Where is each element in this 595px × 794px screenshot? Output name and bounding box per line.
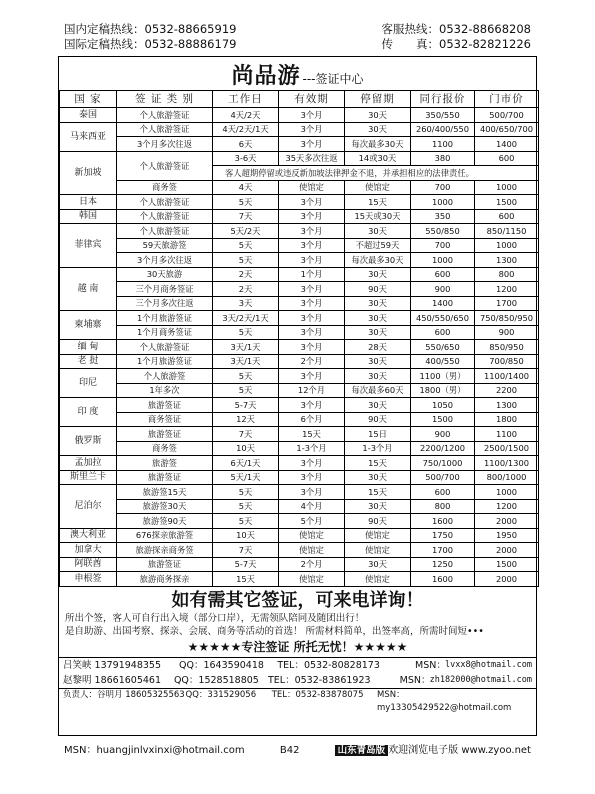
intl-hotline: 国际定稿热线：0532-88886179 [64, 37, 237, 51]
manager-msn[interactable]: MSN：my13305429522@hotmail.com [377, 689, 512, 713]
table-cell: 30天 [345, 499, 411, 514]
table-cell: 1250 [411, 557, 475, 572]
table-body [60, 108, 539, 587]
table-cell: 550/850 [411, 224, 475, 239]
table-row [60, 499, 539, 514]
manager-name: 负责人：谷明月 18605325563 [63, 689, 185, 700]
table-cell: 700 [411, 238, 475, 253]
country-cell: 缅 甸 [60, 340, 117, 355]
table-cell: 旅游签证 [117, 398, 213, 413]
table-cell: 3个月 [279, 122, 345, 137]
table-cell: 旅游签 [117, 456, 213, 471]
country-cell: 越 南 [60, 267, 117, 311]
table-cell: 旅游签证 [117, 557, 213, 572]
column-header: 国 家 [60, 91, 117, 108]
table-row [60, 485, 539, 500]
table-row [60, 369, 539, 384]
table-cell: 30天 [345, 311, 411, 326]
table-cell: 1400 [475, 137, 539, 152]
country-cell: 尼泊尔 [60, 485, 117, 529]
table-row [60, 195, 539, 210]
manager-tel: TEL：0532-83878075 [271, 689, 364, 700]
table-cell: 5个月 [279, 514, 345, 529]
table-cell: 1个月旅游签证 [117, 354, 213, 369]
table-row [60, 122, 539, 137]
table-cell: 90天 [345, 514, 411, 529]
table-cell: 600 [475, 209, 539, 224]
contact-name: 赵黎明 18661605461 [63, 674, 162, 686]
table-cell: 1600 [411, 514, 475, 529]
table-cell: 700/850 [475, 354, 539, 369]
table-cell: 7天 [213, 209, 279, 224]
country-cell: 加拿大 [60, 543, 117, 558]
table-row [60, 528, 539, 543]
table-cell: 3天/1天 [213, 340, 279, 355]
table-cell: 800 [411, 499, 475, 514]
table-cell: 每次最多30天 [345, 253, 411, 268]
table-cell: 15天 [279, 427, 345, 442]
table-cell: 4个月 [279, 499, 345, 514]
promo-line-2: 是自助游、出国考察、探亲、会展、商务等活动的首选！ 所需材料简单，出签率高，所需时间短••• [65, 625, 484, 637]
table-cell: 600 [475, 151, 539, 166]
table-cell: 3个月 [279, 470, 345, 485]
table-cell: 2500/1500 [475, 441, 539, 456]
table-cell: 90天 [345, 412, 411, 427]
table-cell: 使馆定 [279, 572, 345, 587]
table-cell: 5天 [213, 325, 279, 340]
table-row [60, 543, 539, 558]
table-cell: 30天 [345, 398, 411, 413]
country-cell: 印 度 [60, 398, 117, 427]
table-cell: 260/400/550 [411, 122, 475, 137]
table-cell: 7天 [213, 543, 279, 558]
table-cell: 1200 [475, 282, 539, 297]
table-row [60, 441, 539, 456]
table-cell: 7天 [213, 427, 279, 442]
table-row [60, 427, 539, 442]
table-cell: 4天 [213, 180, 279, 195]
table-cell: 5天 [213, 195, 279, 210]
table-header-row [60, 91, 539, 108]
table-cell: 个人旅游签证 [117, 209, 213, 224]
table-cell: 900 [411, 282, 475, 297]
column-header: 同行报价 [411, 91, 475, 108]
table-cell: 3个月 [279, 369, 345, 384]
table-cell: 商务签 [117, 180, 213, 195]
table-cell: 550/650 [411, 340, 475, 355]
visa-price-table [59, 90, 539, 587]
table-cell: 4天/2天/1天 [213, 122, 279, 137]
table-cell: 400/550 [411, 354, 475, 369]
country-cell: 俄罗斯 [60, 427, 117, 456]
table-cell: 使馆定 [345, 543, 411, 558]
table-cell: 850/1150 [475, 224, 539, 239]
table-cell: 2天 [213, 282, 279, 297]
table-cell: 3个月 [279, 282, 345, 297]
table-cell: 个人旅游签证 [117, 122, 213, 137]
table-cell: 15天 [345, 485, 411, 500]
table-cell: 1年多次 [117, 383, 213, 398]
table-cell: 12天 [213, 412, 279, 427]
table-cell: 750/1000 [411, 456, 475, 471]
table-cell: 30天 [345, 354, 411, 369]
table-cell: 15日 [345, 427, 411, 442]
table-cell: 2200/1200 [411, 441, 475, 456]
table-cell: 2200 [475, 383, 539, 398]
table-cell: 15天 [213, 572, 279, 587]
top-hotlines [64, 22, 531, 52]
contact-msn[interactable]: lvxx8@hotmail.com [445, 659, 532, 670]
table-cell: 600 [411, 325, 475, 340]
table-cell: 1000 [411, 253, 475, 268]
table-cell: 使馆定 [345, 528, 411, 543]
table-cell: 2个月 [279, 557, 345, 572]
table-row [60, 514, 539, 529]
table-cell: 1500 [411, 412, 475, 427]
service-hotline: 客服热线：0532-88668208 [381, 22, 531, 36]
table-cell: 1100（男） [411, 369, 475, 384]
table-row [60, 325, 539, 340]
table-cell: 1000 [411, 195, 475, 210]
table-cell: 380 [411, 151, 475, 166]
page-number: B42 [279, 745, 300, 756]
table-cell: 3个月 [279, 325, 345, 340]
footer-welcome[interactable]: 欢迎浏览电子版 www.zyoo.net [388, 745, 531, 756]
table-cell: 90天 [345, 282, 411, 297]
table-cell: 600 [411, 267, 475, 282]
table-cell: 个人旅游签证 [117, 151, 213, 180]
contact-tel: TEL：0532-80828173 [277, 659, 380, 671]
table-cell: 1800（男） [411, 383, 475, 398]
table-cell: 不超过59天 [345, 238, 411, 253]
table-cell: 5-7天 [213, 557, 279, 572]
table-cell: 使馆定 [279, 180, 345, 195]
table-row [60, 470, 539, 485]
table-cell: 350 [411, 209, 475, 224]
table-cell: 商务签 [117, 441, 213, 456]
contact-msn-label: MSN： [399, 674, 431, 686]
table-row [60, 282, 539, 297]
table-cell: 3个月 [279, 296, 345, 311]
table-row [60, 151, 539, 166]
table-cell: 5天 [213, 238, 279, 253]
table-cell: 3个月 [279, 340, 345, 355]
table-cell: 500/700 [411, 470, 475, 485]
table-cell: 个人旅游签 [117, 369, 213, 384]
table-cell: 28天 [345, 340, 411, 355]
table-cell: 1100/1400 [475, 369, 539, 384]
promo-headline: 如有需其它签证，可来电详询！ [171, 589, 424, 611]
table-row [60, 296, 539, 311]
edition-badge: 山东青岛版 [335, 745, 389, 756]
table-row [60, 354, 539, 369]
table-cell: 1100 [411, 137, 475, 152]
country-cell: 新加坡 [60, 151, 117, 195]
country-cell: 老 挝 [60, 354, 117, 369]
promo-section [59, 590, 536, 655]
contact-msn-label: MSN： [415, 659, 446, 671]
table-cell: 三个月多次往返 [117, 296, 213, 311]
table-cell: 59天旅游签 [117, 238, 213, 253]
page-footer [64, 744, 531, 758]
table-cell: 6个月 [279, 412, 345, 427]
column-header: 工作日 [213, 91, 279, 108]
promo-stars: ★★★★★专注签证 所托无忧！★★★★★ [187, 639, 408, 654]
country-cell: 阿联酋 [60, 557, 117, 572]
country-cell: 韩国 [60, 209, 117, 224]
table-cell: 3个月 [279, 224, 345, 239]
table-row [60, 572, 539, 587]
table-cell: 旅游签30天 [117, 499, 213, 514]
table-cell: 使馆定 [345, 180, 411, 195]
contact-row [63, 658, 532, 673]
brand-subtitle: ---签证中心 [302, 72, 364, 86]
table-cell: 5天 [213, 499, 279, 514]
country-cell: 日本 [60, 195, 117, 210]
table-cell: 3个月 [279, 456, 345, 471]
table-cell: 1100/1300 [475, 456, 539, 471]
country-cell: 孟加拉 [60, 456, 117, 471]
table-cell: 5天 [213, 485, 279, 500]
table-cell: 2000 [475, 572, 539, 587]
table-cell: 5天/2天 [213, 224, 279, 239]
contact-msn[interactable]: zh182000@hotmail.com [429, 674, 532, 685]
table-cell: 15天或30天 [345, 209, 411, 224]
table-row [60, 209, 539, 224]
table-cell: 5天 [213, 253, 279, 268]
table-cell: 旅游商务探亲 [117, 572, 213, 587]
table-cell: 3个月 [279, 137, 345, 152]
table-cell: 2个月 [279, 354, 345, 369]
table-cell: 1300 [475, 253, 539, 268]
country-cell: 斯里兰卡 [60, 470, 117, 485]
table-row [60, 557, 539, 572]
table-cell: 30天 [345, 122, 411, 137]
table-cell: 1个月旅游签证 [117, 311, 213, 326]
table-cell: 3个月 [279, 485, 345, 500]
table-cell: 三个月商务签证 [117, 282, 213, 297]
table-cell: 1950 [475, 528, 539, 543]
table-cell: 1000 [475, 238, 539, 253]
table-cell: 500/700 [475, 108, 539, 123]
manager-qq: QQ：331529056 [185, 689, 257, 700]
country-cell: 申根签 [60, 572, 117, 587]
table-cell: 3个月 [279, 209, 345, 224]
country-cell: 澳大利亚 [60, 528, 117, 543]
country-cell: 马来西亚 [60, 122, 117, 151]
fax-number: 传 真：0532-82821226 [381, 37, 531, 51]
table-cell: 3个月 [279, 311, 345, 326]
table-cell: 3个月 [279, 195, 345, 210]
brand-name: 尚品游 [231, 64, 301, 89]
table-row [60, 456, 539, 471]
table-cell: 使馆定 [345, 572, 411, 587]
table-row [60, 311, 539, 326]
column-header: 有效期 [279, 91, 345, 108]
table-cell: 旅游签证 [117, 427, 213, 442]
table-row [60, 340, 539, 355]
table-cell: 1200 [475, 499, 539, 514]
table-cell: 每次最多30天 [345, 137, 411, 152]
table-cell: 2000 [475, 543, 539, 558]
table-cell: 400/650/700 [475, 122, 539, 137]
table-cell: 个人旅游签证 [117, 195, 213, 210]
table-cell: 使馆定 [279, 543, 345, 558]
table-cell: 10天 [213, 441, 279, 456]
contact-list [59, 657, 536, 688]
domestic-hotline: 国内定稿热线：0532-88665919 [64, 22, 237, 36]
table-cell: 30天旅游 [117, 267, 213, 282]
table-cell: 30天 [345, 224, 411, 239]
contact-qq: QQ：1643590418 [179, 659, 264, 671]
table-cell: 850/950 [475, 340, 539, 355]
manager-row [59, 688, 536, 715]
table-cell: 5-7天 [213, 398, 279, 413]
table-cell: 350/550 [411, 108, 475, 123]
table-row [60, 238, 539, 253]
table-cell: 每次最多60天 [345, 383, 411, 398]
column-header: 签 证 类 别 [117, 91, 213, 108]
table-cell: 3-6天 [213, 151, 279, 166]
table-cell: 1500 [475, 557, 539, 572]
table-cell: 10天 [213, 528, 279, 543]
table-cell: 1400 [411, 296, 475, 311]
table-cell: 2天 [213, 267, 279, 282]
column-header: 门市价 [475, 91, 539, 108]
table-cell: 1750 [411, 528, 475, 543]
table-cell: 个人旅游签证 [117, 340, 213, 355]
table-cell: 1600 [411, 572, 475, 587]
footer-promo [335, 744, 531, 758]
table-cell: 1800 [475, 412, 539, 427]
table-cell: 6天/1天 [213, 456, 279, 471]
table-cell: 1100 [475, 427, 539, 442]
table-cell: 5天 [213, 383, 279, 398]
table-cell: 商务签证 [117, 412, 213, 427]
table-cell: 14或30天 [345, 151, 411, 166]
table-cell: 35天多次往返 [279, 151, 345, 166]
table-row [60, 398, 539, 413]
table-row [60, 224, 539, 239]
table-cell: 30天 [345, 557, 411, 572]
contact-tel: TEL：0532-83861923 [267, 674, 371, 686]
table-cell: 15天 [345, 456, 411, 471]
column-header: 停留期 [345, 91, 411, 108]
table-cell: 900 [411, 427, 475, 442]
table-cell: 3天/1天 [213, 354, 279, 369]
table-cell: 12个月 [279, 383, 345, 398]
contact-name: 吕笑峡 13791948355 [63, 659, 162, 671]
table-row [60, 253, 539, 268]
table-cell: 3个月 [279, 238, 345, 253]
table-cell: 30天 [345, 108, 411, 123]
table-cell: 1050 [411, 398, 475, 413]
table-cell: 旅游签15天 [117, 485, 213, 500]
table-cell: 3个月多次往返 [117, 253, 213, 268]
table-cell: 30天 [345, 325, 411, 340]
table-cell: 6天 [213, 137, 279, 152]
table-row [60, 383, 539, 398]
table-cell: 1300 [475, 398, 539, 413]
table-cell: 2000 [475, 514, 539, 529]
table-cell: 3个月 [279, 398, 345, 413]
table-cell: 3个月 [279, 108, 345, 123]
table-row [60, 137, 539, 152]
promo-line-1: 所出个签，客人可自行出入境（部分口岸），无需领队陪同及随团出行！ [65, 612, 365, 624]
note-cell: 客人超期停留或违反新加坡法律押金不退，并承担相应的法律责任。 [213, 166, 539, 181]
visa-center-panel [58, 56, 537, 736]
table-row [60, 180, 539, 195]
table-cell: 1000 [475, 180, 539, 195]
contact-row [63, 673, 532, 688]
table-cell: 1-3个月 [279, 441, 345, 456]
table-cell: 3天/2天/1天 [213, 311, 279, 326]
contact-qq: QQ：1528518805 [173, 674, 259, 686]
table-cell: 个人旅游签证 [117, 224, 213, 239]
table-cell: 使馆定 [279, 528, 345, 543]
table-cell: 900 [475, 325, 539, 340]
country-cell: 柬埔寨 [60, 311, 117, 340]
table-cell: 3个月 [279, 253, 345, 268]
table-cell: 15天 [345, 195, 411, 210]
country-cell: 印尼 [60, 369, 117, 398]
table-cell: 旅游探亲商务签 [117, 543, 213, 558]
table-cell: 5天/1天 [213, 470, 279, 485]
table-cell: 1700 [475, 296, 539, 311]
table-cell: 4天/2天 [213, 108, 279, 123]
table-cell: 3个月多次往返 [117, 137, 213, 152]
table-cell: 1000 [475, 485, 539, 500]
table-row [60, 108, 539, 123]
table-row [60, 267, 539, 282]
table-cell: 676探亲旅游签 [117, 528, 213, 543]
table-cell: 800 [475, 267, 539, 282]
table-cell: 旅游签90天 [117, 514, 213, 529]
table-cell: 5天 [213, 514, 279, 529]
table-cell: 700 [411, 180, 475, 195]
page-title [59, 57, 536, 90]
footer-msn: MSN：huangjinlvxinxi@hotmail.com [64, 745, 245, 756]
table-cell: 旅游签证 [117, 470, 213, 485]
table-cell: 30天 [345, 369, 411, 384]
table-cell: 3天 [213, 296, 279, 311]
table-cell: 1个月商务签证 [117, 325, 213, 340]
table-cell: 800/1000 [475, 470, 539, 485]
table-cell: 450/550/650 [411, 311, 475, 326]
table-cell: 750/850/950 [475, 311, 539, 326]
table-row [60, 412, 539, 427]
table-cell: 个人旅游签证 [117, 108, 213, 123]
table-cell: 30天 [345, 267, 411, 282]
table-cell: 30天 [345, 470, 411, 485]
table-cell: 1-3个月 [345, 441, 411, 456]
table-cell: 30天 [345, 296, 411, 311]
country-cell: 泰国 [60, 108, 117, 123]
country-cell: 菲律宾 [60, 224, 117, 268]
table-cell: 1500 [475, 195, 539, 210]
table-cell: 1个月 [279, 267, 345, 282]
table-cell: 1700 [411, 543, 475, 558]
table-cell: 5天 [213, 369, 279, 384]
table-cell: 600 [411, 485, 475, 500]
